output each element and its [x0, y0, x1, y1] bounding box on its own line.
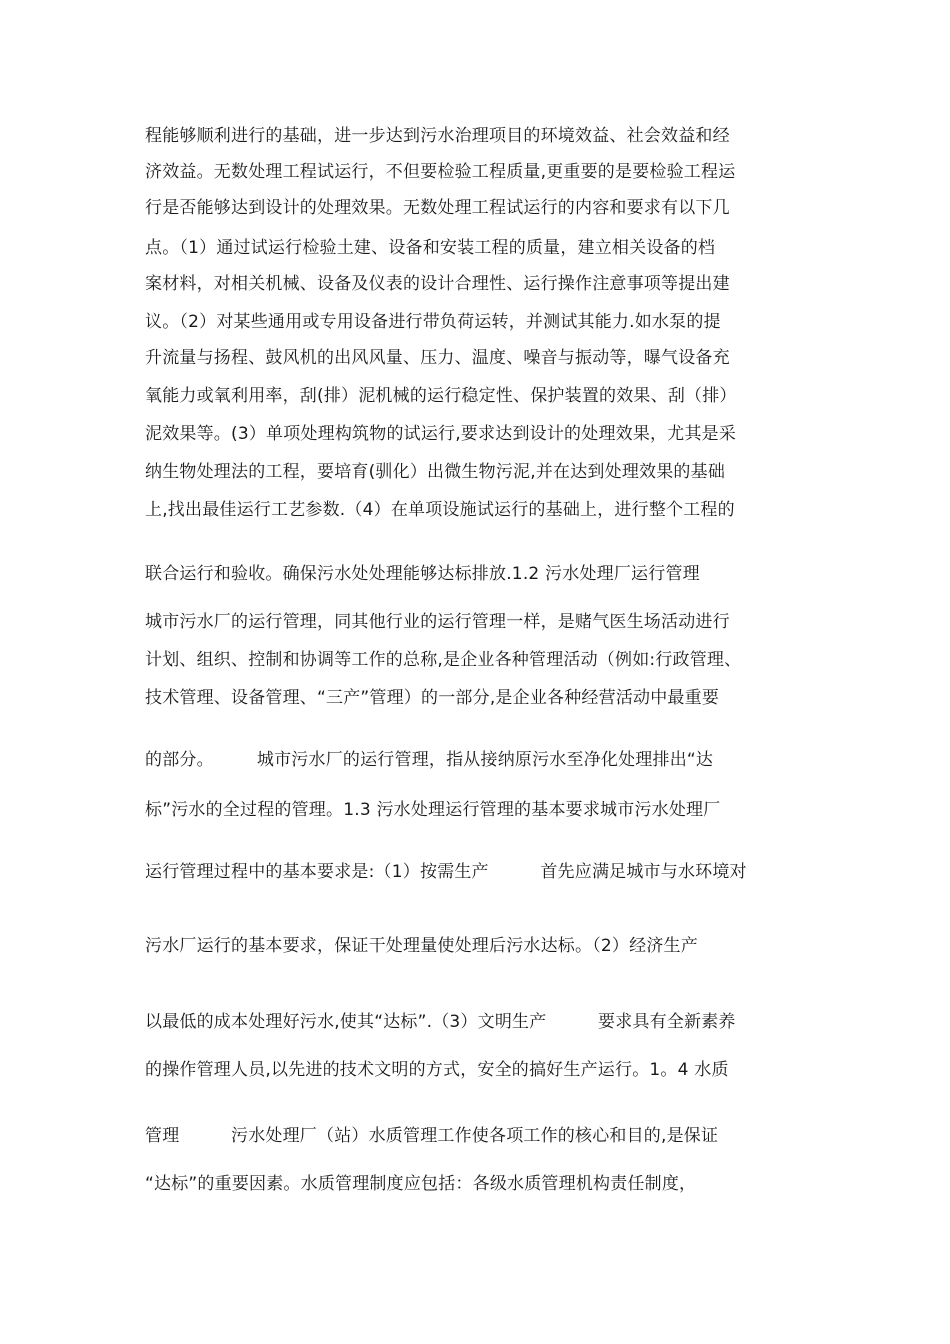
text-line: 纳生物处理法的工程，要培育(驯化）出微生物污泥,并在达到处理效果的基础: [145, 462, 726, 482]
text-line: 以最低的成本处理好污水,使其“达标”.（3）文明生产 要求具有全新素养: [145, 1012, 736, 1032]
text-line: 联合运行和验收。确保污水处处理能够达标排放.1.2 污水处理厂运行管理: [145, 564, 700, 584]
text-line: 行是否能够达到设计的处理效果。无数处理工程试运行的内容和要求有以下几: [145, 198, 730, 218]
text-line: 泥效果等。(3）单项处理构筑物的试运行,要求达到设计的处理效果，尤其是采: [145, 424, 737, 444]
text-line: 的操作管理人员,以先进的技术文明的方式，安全的搞好生产运行。1。4 水质: [145, 1060, 729, 1080]
text-line: 管理 污水处理厂（站）水质管理工作使各项工作的核心和目的,是保证: [145, 1126, 719, 1146]
text-line: 标”污水的全过程的管理。1.3 污水处理运行管理的基本要求城市污水处理厂: [145, 800, 721, 820]
text-line: 议。（2）对某些通用或专用设备进行带负荷运转，并测试其能力.如水泵的提: [145, 312, 721, 332]
text-line: 计划、组织、控制和协调等工作的总称,是企业各种管理活动（例如:行政管理、: [145, 650, 742, 670]
text-line: “达标”的重要因素。水质管理制度应包括：各级水质管理机构责任制度，: [145, 1174, 697, 1194]
text-line: 技术管理、设备管理、“三产”管理）的一部分,是企业各种经营活动中最重要: [145, 688, 720, 708]
text-line: 上,找出最佳运行工艺参数.（4）在单项设施试运行的基础上，进行整个工程的: [145, 500, 735, 520]
text-line: 案材料，对相关机械、设备及仪表的设计合理性、运行操作注意事项等提出建: [145, 274, 730, 294]
text-line: 程能够顺利进行的基础，进一步达到污水治理项目的环境效益、社会效益和经: [145, 126, 730, 146]
text-line: 运行管理过程中的基本要求是:（1）按需生产 首先应满足城市与水环境对: [145, 862, 747, 882]
text-line: 的部分。 城市污水厂的运行管理，指从接纳原污水至净化处理排出“达: [145, 750, 714, 770]
text-line: 点。（1）通过试运行检验土建、设备和安装工程的质量，建立相关设备的档: [145, 238, 716, 258]
text-line: 升流量与扬程、鼓风机的出风风量、压力、温度、噪音与振动等，曝气设备充: [145, 348, 730, 368]
text-line: 污水厂运行的基本要求，保证干处理量使处理后污水达标。（2）经济生产: [145, 936, 698, 956]
text-line: 城市污水厂的运行管理，同其他行业的运行管理一样，是赌气医生场活动进行: [145, 612, 730, 632]
text-line: 氧能力或氧利用率，刮(排）泥机械的运行稳定性、保护装置的效果、刮（排）: [145, 386, 737, 406]
text-line: 济效益。无数处理工程试运行，不但要检验工程质量,更重要的是要检验工程运: [145, 162, 736, 182]
